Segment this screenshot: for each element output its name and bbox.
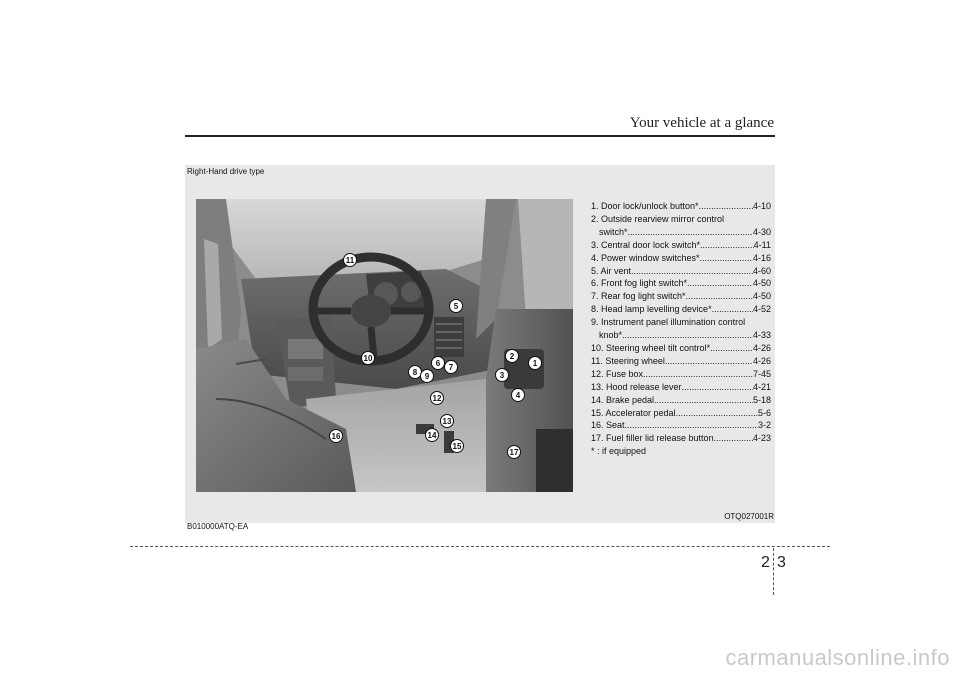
legend-item (591, 316, 771, 342)
section-code: B010000ATQ-EA (187, 522, 249, 531)
legend-item (591, 303, 771, 316)
legend-item-label: 17. Fuel filler lid release button (591, 433, 714, 444)
component-legend (591, 200, 771, 458)
svg-text:2: 2 (509, 352, 515, 361)
callout-1 (529, 357, 542, 370)
chapter-number: 2 (761, 554, 770, 571)
footer-dashed-rule (130, 546, 830, 547)
svg-text:6: 6 (435, 359, 441, 368)
legend-item (591, 432, 771, 445)
legend-item (591, 239, 771, 252)
legend-footnote: * : if equipped (591, 446, 647, 457)
callout-17 (508, 446, 521, 459)
legend-leader-dots (676, 407, 758, 420)
legend-leader-dots (654, 394, 753, 407)
svg-text:14: 14 (427, 431, 437, 440)
legend-leader-dots (699, 200, 753, 213)
callout-8 (409, 366, 422, 379)
legend-item (591, 213, 771, 239)
legend-item-page: 4-11 (753, 239, 771, 250)
legend-leader-dots (622, 329, 753, 342)
legend-item-page: 4-33 (752, 330, 771, 341)
svg-text:12: 12 (432, 394, 442, 403)
legend-item-label: 9. Instrument panel illumination control (591, 317, 746, 328)
callout-16 (330, 430, 343, 443)
callout-9 (421, 370, 434, 383)
callout-markers (196, 199, 573, 492)
legend-item (591, 407, 771, 420)
legend-item-page: 5-18 (752, 394, 771, 405)
legend-item (591, 342, 771, 355)
legend-item (591, 355, 771, 368)
legend-leader-dots (687, 277, 753, 290)
legend-item-page: 4-21 (752, 381, 771, 392)
callout-7 (445, 361, 458, 374)
legend-item (591, 290, 771, 303)
legend-item (591, 277, 771, 290)
legend-item-page: 4-26 (752, 355, 771, 366)
legend-leader-dots (700, 252, 753, 265)
svg-text:5: 5 (453, 302, 459, 311)
legend-leader-dots (643, 368, 753, 381)
legend-item-label: 4. Power window switches* (591, 252, 700, 263)
legend-item (591, 200, 771, 213)
legend-item-label: 11. Steering wheel (591, 355, 665, 366)
callout-2 (506, 350, 519, 363)
svg-text:13: 13 (442, 417, 452, 426)
legend-leader-dots (682, 381, 753, 394)
callout-3 (496, 369, 509, 382)
legend-item-page: 4-50 (752, 278, 771, 289)
legend-item-page: 4-26 (752, 342, 771, 353)
callout-13 (441, 415, 454, 428)
callout-15 (451, 440, 464, 453)
legend-item-page: 7-45 (752, 368, 771, 379)
legend-item-label: 13. Hood release lever (591, 381, 682, 392)
page-number: 3 (777, 554, 786, 571)
legend-item-page: 4-52 (752, 304, 771, 315)
watermark: carmanualsonline.info (725, 645, 950, 670)
legend-item-page: 4-23 (752, 433, 771, 444)
svg-text:7: 7 (448, 363, 454, 372)
svg-text:8: 8 (412, 368, 418, 377)
legend-item-label: 14. Brake pedal (591, 394, 655, 405)
legend-item-label: 10. Steering wheel tilt control* (591, 342, 711, 353)
svg-text:17: 17 (509, 448, 519, 457)
legend-item-label: 3. Central door lock switch* (591, 239, 701, 250)
legend-item-label-cont: switch* (599, 226, 628, 237)
legend-item-label: 15. Accelerator pedal (591, 407, 676, 418)
legend-leader-dots (712, 303, 753, 316)
callout-11 (344, 254, 357, 267)
legend-item-page: 4-10 (752, 201, 771, 211)
svg-text:1: 1 (532, 359, 538, 368)
legend-item-label: 12. Fuse box (591, 368, 644, 379)
svg-text:16: 16 (331, 432, 341, 441)
svg-text:10: 10 (363, 354, 373, 363)
legend-item (591, 252, 771, 265)
legend-item-label: 5. Air vent (591, 265, 632, 276)
legend-leader-dots (625, 419, 758, 432)
header-rule (185, 135, 775, 137)
page-header-title: Your vehicle at a glance (629, 115, 774, 131)
legend-item-label-cont: knob* (599, 330, 623, 341)
callout-5 (450, 300, 463, 313)
legend-item (591, 381, 771, 394)
legend-item-page: 5-6 (757, 407, 771, 418)
legend-item (591, 265, 771, 278)
svg-text:3: 3 (499, 371, 505, 380)
legend-item (591, 394, 771, 407)
legend-leader-dots (710, 342, 753, 355)
legend-item-label: 1. Door lock/unlock button* (591, 201, 699, 211)
legend-leader-dots (714, 432, 753, 445)
legend-item-label: 7. Rear fog light switch* (591, 291, 686, 302)
legend-item (591, 419, 771, 432)
legend-item-label: 8. Head lamp levelling device* (591, 304, 712, 315)
legend-item-label: 2. Outside rearview mirror control (591, 213, 725, 224)
legend-item-label: 6. Front fog light switch* (591, 278, 688, 289)
legend-item-continuation (591, 329, 771, 342)
legend-leader-dots (686, 290, 753, 303)
legend-leader-dots (631, 265, 753, 278)
legend-leader-dots (628, 226, 753, 239)
legend-leader-dots (665, 355, 753, 368)
legend-item (591, 368, 771, 381)
callout-4 (512, 389, 525, 402)
legend-item-label: 16. Seat (591, 420, 625, 431)
interior-photo (196, 199, 573, 492)
page-number-divider (773, 548, 774, 595)
callout-6 (432, 357, 445, 370)
svg-text:4: 4 (515, 391, 521, 400)
callout-10 (362, 352, 375, 365)
legend-item-page: 4-30 (752, 226, 771, 237)
drive-type-label: Right-Hand drive type (187, 167, 265, 176)
callout-12 (431, 392, 444, 405)
svg-text:15: 15 (452, 442, 462, 451)
legend-leader-dots (700, 239, 754, 252)
legend-item-page: 4-16 (752, 252, 771, 263)
callout-14 (426, 429, 439, 442)
svg-text:11: 11 (345, 256, 355, 265)
legend-item-page: 3-2 (757, 420, 771, 431)
legend-item-page: 4-50 (752, 291, 771, 302)
svg-text:9: 9 (424, 372, 430, 381)
image-code: OTQ027001R (724, 512, 774, 521)
legend-item-continuation (591, 226, 771, 239)
legend-item-page: 4-60 (752, 265, 771, 276)
